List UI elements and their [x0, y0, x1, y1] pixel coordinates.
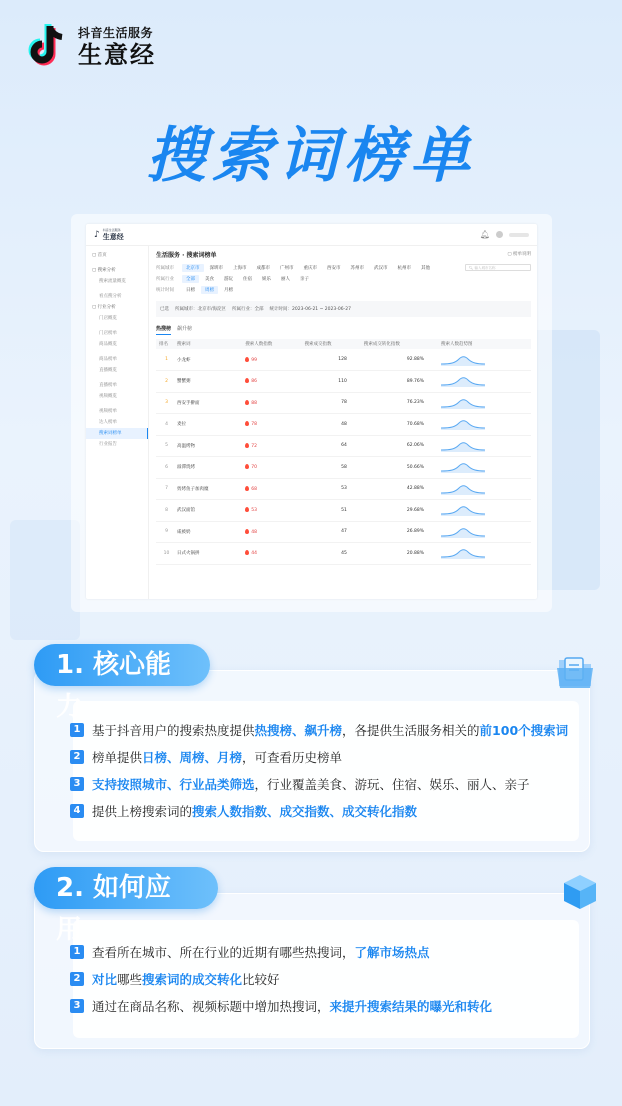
body-text: ，可查看历史榜单	[242, 749, 343, 765]
usage-item	[70, 992, 492, 1019]
conv-cell: 70.68%	[361, 414, 438, 436]
flame-icon	[245, 400, 249, 405]
rank-table	[156, 339, 531, 565]
table-header: 搜索人数指数	[242, 339, 301, 349]
conv-cell: 29.68%	[361, 500, 438, 522]
sidebar-item[interactable]: 视频概览	[99, 394, 117, 399]
term-cell: 武汉面馆	[174, 500, 242, 522]
trend-sparkline	[438, 500, 531, 522]
term-cell: 高温烤物	[174, 435, 242, 457]
rank-cell: 5	[156, 435, 174, 457]
flame-icon	[245, 443, 249, 448]
flame-icon	[245, 507, 249, 512]
city-chip[interactable]: 广州市	[280, 265, 294, 271]
term-cell: 西安手擀面	[174, 392, 242, 414]
sparkline-chart	[441, 354, 485, 366]
rank-tabs	[156, 325, 531, 335]
industry-chip[interactable]: 住宿	[243, 276, 252, 282]
sidebar-item[interactable]: 搜索词榜单	[86, 428, 148, 439]
mini-logo-sub: 抖音生活服务	[102, 227, 121, 232]
usage-item	[70, 965, 492, 992]
heat-value: 78	[251, 422, 257, 428]
deal-cell: 78	[302, 392, 361, 414]
number-badge: 2	[70, 972, 84, 986]
rank-cell: 8	[156, 500, 174, 522]
core-ability-item	[70, 716, 568, 743]
table-row[interactable]	[156, 392, 531, 414]
heat-value: 99	[251, 357, 257, 363]
sparkline-chart	[441, 547, 485, 559]
conv-cell: 20.88%	[361, 543, 438, 565]
deal-cell: 128	[302, 349, 361, 371]
flame-icon	[245, 357, 249, 362]
heat-value: 48	[251, 529, 257, 535]
period-filter: 统计时间 日榜 周榜 月榜	[156, 284, 531, 295]
heat-cell	[242, 500, 301, 522]
sparkline-chart	[441, 461, 485, 473]
table-row[interactable]	[156, 500, 531, 522]
table-header: 搜索成交指数	[302, 339, 361, 349]
brand-name: 生意经	[78, 40, 156, 69]
query-city: 所属城市：北京市/海淀区	[175, 307, 227, 312]
page-title: 搜索词榜单	[146, 121, 476, 191]
trend-sparkline	[438, 457, 531, 479]
city-chip[interactable]: 重庆市	[303, 265, 317, 271]
body-text: ，各提供生活服务相关的	[342, 722, 480, 738]
city-chip[interactable]: 武汉市	[374, 265, 388, 271]
city-chip[interactable]: 上海市	[233, 265, 247, 271]
table-header: 搜索成交转化指数	[361, 339, 438, 349]
avatar[interactable]	[496, 231, 503, 238]
bell-icon[interactable]: 🔔︎	[479, 230, 490, 239]
city-chip[interactable]: 其他	[421, 265, 430, 271]
industry-filter: 所属行业 全部 美食 游玩 住宿 娱乐 丽人 亲子	[156, 273, 531, 284]
heat-value: 72	[251, 443, 257, 449]
sidebar-item[interactable]: ▢ 搜索分析	[92, 268, 116, 273]
highlight-text: 了解市场热点	[354, 944, 430, 960]
rank-cell: 6	[156, 457, 174, 479]
body-text: 提供上榜搜索词的	[92, 803, 193, 819]
heat-cell	[242, 392, 301, 414]
sparkline-chart	[441, 483, 485, 495]
core-ability-item	[70, 743, 568, 770]
conv-cell: 62.06%	[361, 435, 438, 457]
heat-value: 86	[251, 379, 257, 385]
brand-subtitle: 抖音生活服务	[78, 25, 154, 40]
mini-logo-name: 生意经	[102, 232, 124, 241]
rank-cell: 3	[156, 392, 174, 414]
highlight-text: 热搜榜、飙升榜	[254, 722, 343, 738]
trend-sparkline	[438, 349, 531, 371]
heat-cell	[242, 371, 301, 393]
table-row[interactable]	[156, 478, 531, 500]
industry-chip[interactable]: 美食	[205, 276, 214, 282]
highlight-text: 前100个搜索词	[479, 722, 569, 738]
sidebar-item[interactable]: 商品概览	[99, 342, 117, 347]
city-chip[interactable]: 成都市	[256, 265, 270, 271]
table-row[interactable]	[156, 414, 531, 436]
user-name-blurred	[509, 233, 529, 237]
deal-cell: 48	[302, 414, 361, 436]
heat-cell	[242, 478, 301, 500]
city-chip[interactable]: 西安市	[327, 265, 341, 271]
conv-cell: 50.66%	[361, 457, 438, 479]
table-header: 排名	[156, 339, 174, 349]
trend-sparkline	[438, 392, 531, 414]
main-content	[156, 246, 531, 599]
industry-chip[interactable]: 娱乐	[262, 276, 271, 282]
deal-cell: 64	[302, 435, 361, 457]
sidebar-item[interactable]: ▢ 行业分析	[92, 305, 116, 310]
table-row[interactable]	[156, 457, 531, 479]
industry-chip[interactable]: 亲子	[300, 276, 309, 282]
core-ability-list	[70, 716, 568, 824]
usage-list	[70, 938, 492, 1019]
trend-sparkline	[438, 414, 531, 436]
flame-icon	[245, 550, 249, 555]
sidebar-item[interactable]: 达人榜单	[99, 420, 117, 425]
sidebar-item[interactable]: 看点搜分析	[99, 294, 122, 299]
selected-query-bar	[156, 301, 531, 317]
product-screenshot	[86, 224, 537, 599]
period-chip[interactable]: 月榜	[224, 287, 233, 293]
city-filter: 所属城市 北京市 深圳市 上海市 成都市 广州市 重庆市 西安市 苏州市 武汉市 杭州市 其他 🔍︎ 输入城市名称	[156, 262, 531, 273]
city-chip[interactable]: 杭州市	[397, 265, 411, 271]
heat-cell	[242, 521, 301, 543]
trend-sparkline	[438, 435, 531, 457]
number-badge: 2	[70, 750, 84, 764]
sparkline-chart	[441, 504, 485, 516]
sidebar-item[interactable]: ▢ 首页	[92, 253, 107, 258]
trend-sparkline	[438, 478, 531, 500]
term-cell: 蟹蟹粥	[174, 371, 242, 393]
highlight-text: 支持按照城市、行业品类筛选	[92, 776, 255, 792]
screenshot-frame	[71, 214, 552, 612]
highlight-text: 搜索人数指数、成交指数、成交转化指数	[192, 803, 418, 819]
flame-icon	[245, 529, 249, 534]
industry-chip[interactable]: 丽人	[281, 276, 290, 282]
city-search-input[interactable]: 🔍︎ 输入城市名称	[465, 264, 531, 271]
sidebar-item[interactable]: 门店榜单	[99, 331, 117, 336]
city-chip[interactable]: 苏州市	[350, 265, 364, 271]
background-shape	[10, 520, 80, 640]
highlight-text: 来提升搜索结果的曝光和转化	[329, 998, 493, 1014]
term-cell: 麦拉	[174, 414, 242, 436]
highlight-text: 对比	[92, 971, 118, 987]
tab-hot[interactable]: 热搜榜	[156, 325, 171, 335]
brand-logo	[28, 22, 156, 70]
rank-cell: 10	[156, 543, 174, 565]
sparkline-chart	[441, 440, 485, 452]
deal-cell: 58	[302, 457, 361, 479]
term-cell: 剪烤鱼子加肉糜	[174, 478, 242, 500]
conv-cell: 26.89%	[361, 521, 438, 543]
breadcrumb: 生活服务 · 搜索词榜单	[156, 251, 217, 259]
rank-cell: 9	[156, 521, 174, 543]
city-chip[interactable]: 北京市	[182, 264, 204, 272]
section-title-usage: 2. 如何应用	[34, 867, 218, 909]
period-chip[interactable]: 日榜	[186, 287, 195, 293]
term-cell: 小龙虾	[174, 349, 242, 371]
sidebar-item[interactable]: 视频榜单	[99, 409, 117, 414]
heat-value: 44	[251, 551, 257, 557]
rule-link[interactable]: ▢ 榜单说明	[507, 252, 531, 257]
sidebar-item[interactable]: 搜索流量概览	[99, 279, 126, 284]
query-time: 统计时间：2023-06-21 ~ 2023-06-27	[269, 307, 351, 312]
mini-logo	[94, 228, 124, 242]
body-text: 基于抖音用户的搜索热度提供	[92, 722, 255, 738]
body-text: 查看所在城市、所在行业的近期有哪些热搜词，	[92, 944, 355, 960]
deal-cell: 53	[302, 478, 361, 500]
screenshot-topbar	[86, 224, 537, 246]
sidebar-item[interactable]: 直播概览	[99, 368, 117, 373]
table-row[interactable]	[156, 349, 531, 371]
trend-sparkline	[438, 521, 531, 543]
term-cell: 咸被奶	[174, 521, 242, 543]
deal-cell: 110	[302, 371, 361, 393]
deal-cell: 47	[302, 521, 361, 543]
body-text: 通过在商品名称、视频标题中增加热搜词，	[92, 998, 330, 1014]
core-ability-item	[70, 770, 568, 797]
folder-icon	[555, 650, 595, 692]
flame-icon	[245, 486, 249, 491]
sparkline-chart	[441, 418, 485, 430]
heat-cell	[242, 435, 301, 457]
period-chip[interactable]: 周榜	[201, 286, 218, 294]
conv-cell: 89.76%	[361, 371, 438, 393]
rank-cell: 1	[156, 349, 174, 371]
industry-chip[interactable]: 全部	[182, 275, 199, 283]
city-chip[interactable]: 深圳市	[209, 265, 223, 271]
flame-icon	[245, 421, 249, 426]
table-header: 搜索词	[174, 339, 242, 349]
flame-icon	[245, 378, 249, 383]
query-industry: 所属行业：全部	[232, 307, 264, 312]
trend-sparkline	[438, 371, 531, 393]
rank-cell: 7	[156, 478, 174, 500]
heat-value: 68	[251, 486, 257, 492]
heat-cell	[242, 543, 301, 565]
sidebar-item[interactable]: 直播榜单	[99, 383, 117, 388]
number-badge: 1	[70, 723, 84, 737]
trend-sparkline	[438, 543, 531, 565]
sparkline-chart	[441, 397, 485, 409]
industry-chip[interactable]: 游玩	[224, 276, 233, 282]
cube-icon	[562, 873, 598, 911]
table-row[interactable]	[156, 543, 531, 565]
douyin-note-icon: ♪	[94, 229, 100, 240]
heat-value: 53	[251, 508, 257, 514]
conv-cell: 42.88%	[361, 478, 438, 500]
heat-cell	[242, 349, 301, 371]
table-row[interactable]	[156, 371, 531, 393]
heat-value: 88	[251, 400, 257, 406]
sparkline-chart	[441, 375, 485, 387]
sidebar-item[interactable]: 商品榜单	[99, 357, 117, 362]
flame-icon	[245, 464, 249, 469]
conv-cell: 92.88%	[361, 349, 438, 371]
number-badge: 3	[70, 777, 84, 791]
number-badge: 4	[70, 804, 84, 818]
table-header: 搜索人数趋势图	[438, 339, 531, 349]
body-text: 比较好	[242, 971, 280, 987]
highlight-text: 搜索词的成交转化	[142, 971, 243, 987]
core-ability-item	[70, 797, 568, 824]
heat-value: 70	[251, 465, 257, 471]
number-badge: 1	[70, 945, 84, 959]
douyin-note-icon	[28, 22, 72, 70]
conv-cell: 76.23%	[361, 392, 438, 414]
body-text: 榜单提供	[92, 749, 143, 765]
table-row[interactable]	[156, 435, 531, 457]
rank-cell: 2	[156, 371, 174, 393]
deal-cell: 45	[302, 543, 361, 565]
body-text: 哪些	[117, 971, 143, 987]
heat-cell	[242, 414, 301, 436]
number-badge: 3	[70, 999, 84, 1013]
tab-rising[interactable]: 飙升榜	[177, 326, 193, 332]
heat-cell	[242, 457, 301, 479]
rank-cell: 4	[156, 414, 174, 436]
sidebar	[86, 246, 149, 599]
section-title-core: 1. 核心能力	[34, 644, 210, 686]
sidebar-item[interactable]: 门店概览	[99, 316, 117, 321]
query-label: 已选	[160, 307, 169, 312]
table-row[interactable]	[156, 521, 531, 543]
sidebar-item[interactable]: 行业报告	[99, 442, 117, 447]
sparkline-chart	[441, 526, 485, 538]
deal-cell: 51	[302, 500, 361, 522]
usage-item	[70, 938, 492, 965]
term-cell: 溢滞烧烤	[174, 457, 242, 479]
term-cell: 日式火锅拼	[174, 543, 242, 565]
body-text: ，行业覆盖美食、游玩、住宿、娱乐、丽人、亲子	[254, 776, 530, 792]
highlight-text: 日榜、周榜、月榜	[142, 749, 243, 765]
